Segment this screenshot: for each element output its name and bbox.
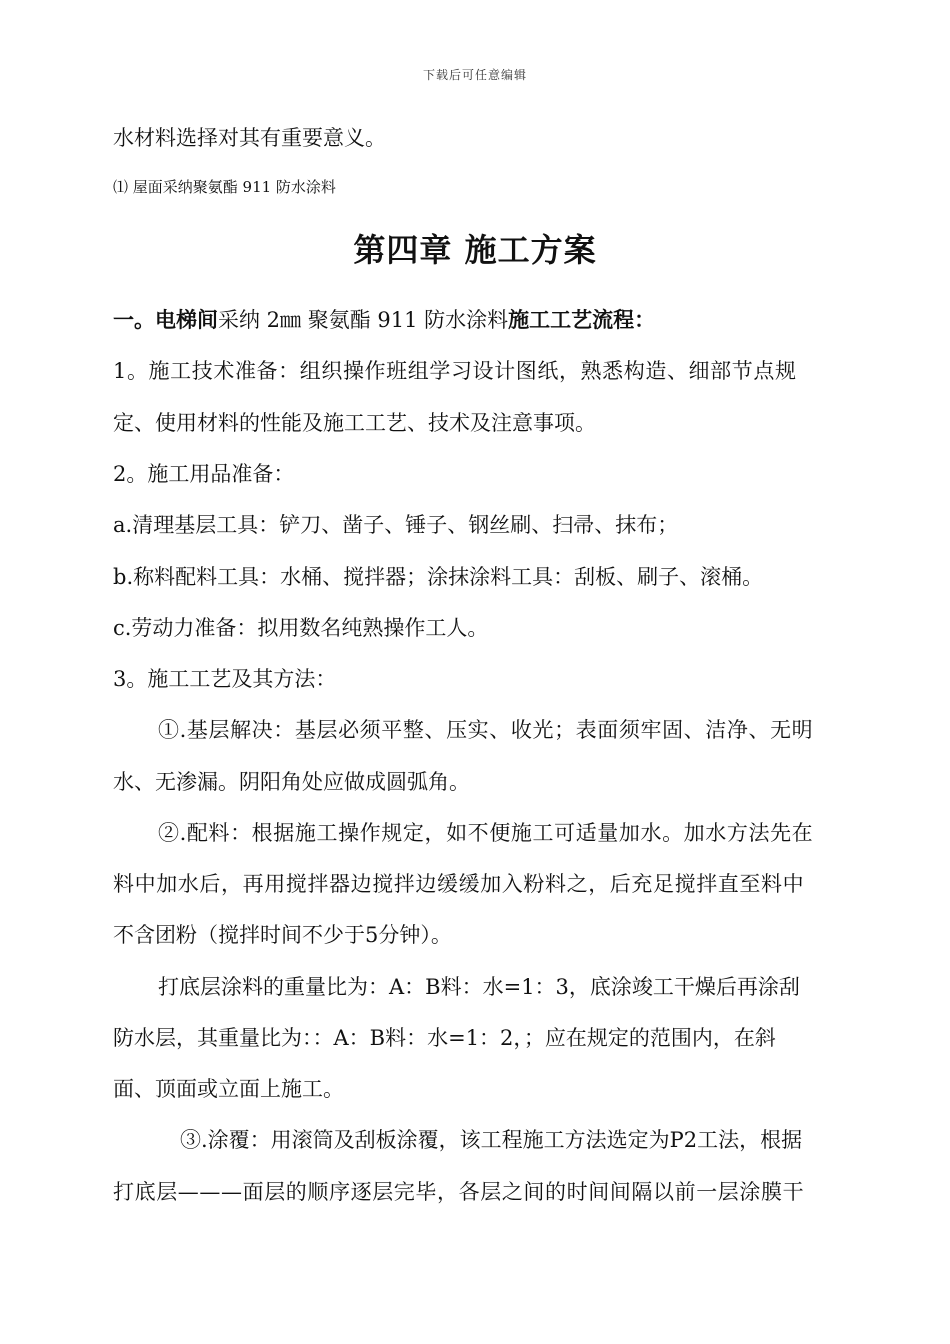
step-line: ②.配料：根据施工操作规定，如不便施工可适量加水。加水方法先在 (158, 821, 814, 845)
chapter-title: 第四章 施工方案 (353, 231, 597, 269)
step-line: ①.基层解决：基层必须平整、压实、收光；表面须牢固、洁净、无明 (158, 718, 814, 742)
step-line: ③.涂覆：用滚筒及刮板涂覆，该工程施工方法选定为P2工法，根据 (180, 1128, 803, 1152)
paragraph-line: 定、使用材料的性能及施工工艺、技术及注意事项。 (113, 411, 596, 435)
step-line: 防水层，其重量比为：：A：B料：水=1：2，；应在规定的范围内，在斜 (113, 1026, 776, 1050)
step-line: 料中加水后，再用搅拌器边搅拌边缓缓加入粉料之，后充足搅拌直至料中 (113, 872, 805, 896)
step-line: 打底层———面层的顺序逐层完毕，各层之间的时间间隔以前一层涂膜干 (113, 1180, 805, 1204)
paragraph-line: 3。施工工艺及其方法： (113, 667, 337, 691)
roof-material-line: ⑴ 屋面采纳聚氨酯 911 防水涂料 (113, 178, 336, 196)
step-line: 打底层涂料的重量比为：A：B料：水=1：3，底涂竣工干燥后再涂刮 (158, 975, 800, 999)
section-heading-lead: 一。电梯间 (113, 308, 218, 332)
list-item: a.清理基层工具：铲刀、凿子、锤子、钢丝刷、扫帚、抹布； (113, 513, 679, 537)
list-item: c.劳动力准备：拟用数名纯熟操作工人。 (113, 616, 489, 640)
paragraph-line: 1。施工技术准备：组织操作班组学习设计图纸，熟悉构造、细部节点规 (113, 359, 797, 383)
list-item: b.称料配料工具：水桶、搅拌器；涂抹涂料工具：刮板、刷子、滚桶。 (113, 565, 764, 589)
paragraph-line: 2。施工用品准备： (113, 462, 295, 486)
step-line: 面、顶面或立面上施工。 (113, 1077, 344, 1101)
section-heading-tail: 施工工艺流程： (508, 308, 656, 332)
section-heading-material: 采纳 2㎜ 聚氨酯 911 防水涂料 (218, 308, 509, 332)
paragraph-line: 水材料选择对其有重要意义。 (113, 126, 386, 150)
step-line: 水、无渗漏。阴阳角处应做成圆弧角。 (113, 770, 470, 794)
page-header: 下载后可任意编辑 (422, 68, 527, 82)
step-line: 不含团粉（搅拌时间不少于5分钟）。 (113, 923, 452, 947)
section-heading (113, 305, 843, 335)
